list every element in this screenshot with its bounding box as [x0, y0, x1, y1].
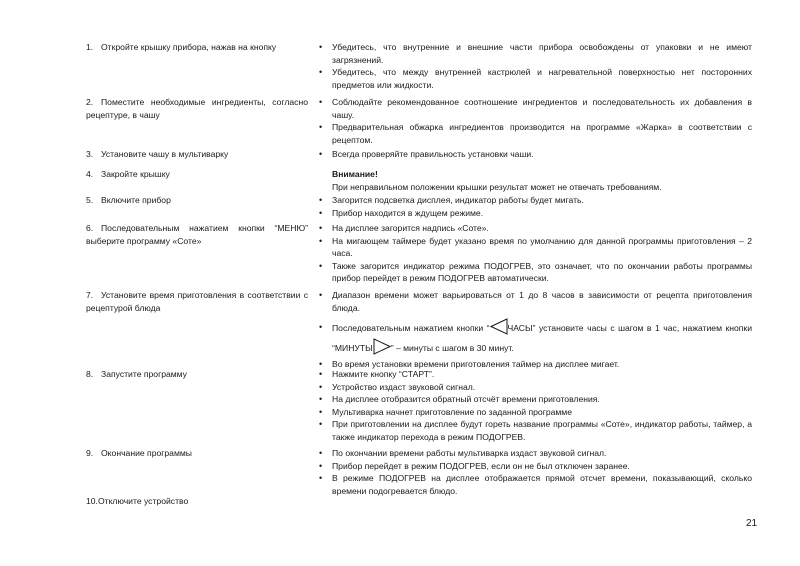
note-item: • Мультиварка начнет приготовление по заданной программе: [318, 406, 752, 419]
step-text: 4. Закройте крышку: [86, 169, 170, 179]
note-item: • На дисплее загорится надпись «Соте».: [318, 222, 752, 235]
note-item: • Также загорится индикатор режима ПОДОГРЕВ, это означает, что по окончании работы программы прибор перейдет в режим ПОДОГРЕВ автоматически.: [318, 260, 752, 285]
step-text: 10.Отключите устройство: [86, 496, 189, 506]
page-number: 21: [746, 518, 758, 529]
notes-list: [318, 447, 752, 497]
warning-text: При неправильном положении крышки результат может не отвечать требованиям.: [332, 181, 662, 192]
note-item: • На мигающем таймере будет указано время по умолчанию для данной программы приготовления – 2 часа.: [318, 235, 752, 260]
step-text: 3. Установите чашу в мультиварку: [86, 149, 229, 159]
note-item: • Прибор перейдет в режим ПОДОГРЕВ, если он не был отключен заранее.: [318, 460, 752, 473]
warning-block: [332, 168, 752, 193]
step-text: 8. Запустите программу: [86, 369, 187, 379]
step-text: 1. Откройте крышку прибора, нажав на кнопку: [86, 42, 277, 52]
note-item: • Во время установки времени приготовления таймер на дисплее мигает.: [318, 358, 752, 371]
note-item: • При приготовлении на дисплее будут гореть название программы «Соте», индикатор работы, таймер, а также индикатор перехода в режим ПОДОГРЕВ.: [318, 418, 752, 443]
note-item: • Соблюдайте рекомендованное соотношение ингредиентов и последовательность их добавления в чашу.: [318, 96, 752, 121]
step-text: 5. Включите прибор: [86, 195, 171, 205]
step-text: 6. Последовательным нажатием кнопки “МЕНЮ” выберите программу «Соте»: [86, 223, 308, 246]
notes-list: [318, 96, 752, 146]
note-item: • Загорится подсветка дисплея, индикатор работы будет мигать.: [318, 194, 752, 207]
notes-list: [318, 148, 752, 161]
notes-list: [318, 222, 752, 285]
triangle-right-icon: [373, 338, 391, 355]
triangle-left-icon: [490, 318, 508, 335]
step-text: 7. Установите время приготовления в соответствии с рецептурой блюда: [86, 290, 308, 313]
notes-list: [318, 194, 752, 219]
note-item: • Всегда проверяйте правильность установки чаши.: [318, 148, 752, 161]
step-text: 2. Поместите необходимые ингредиенты, согласно рецептуре, в чашу: [86, 97, 308, 120]
notes-list: [318, 289, 752, 371]
step-text: 9. Окончание программы: [86, 448, 192, 458]
note-item: • В режиме ПОДОГРЕВ на дисплее отображается прямой отсчет времени, показывающий, сколько времени подогревается блюдо.: [318, 472, 752, 497]
note-item: • Диапазон времени может варьироваться от 1 до 8 часов в зависимости от рецепта приготовления блюда.: [318, 289, 752, 314]
notes-list: [318, 41, 752, 91]
note-item: • Убедитесь, что между внутренней кастрюлей и нагревательной поверхностью нет посторонних предметов или жидкости.: [318, 66, 752, 91]
note-item: • Устройство издаст звуковой сигнал.: [318, 381, 752, 394]
warning-title: Внимание!: [332, 169, 378, 179]
note-item-keys: • Последовательным нажатием кнопки “ ЧАСЫ” установите часы с шагом в 1 час, нажатием кнопки “МИНУТЫ ” – минуты с шагом в 30 минут.: [318, 318, 752, 358]
note-item: • Прибор находится в ждущем режиме.: [318, 207, 752, 220]
note-item: • Убедитесь, что внутренние и внешние части прибора освобождены от упаковки и не имеют загрязнений.: [318, 41, 752, 66]
notes-list: [318, 368, 752, 444]
note-item: • Нажмите кнопку “СТАРТ”.: [318, 368, 752, 381]
note-item: • По окончании времени работы мультиварка издаст звуковой сигнал.: [318, 447, 752, 460]
note-item: • На дисплее отобразится обратный отсчёт времени приготовления.: [318, 393, 752, 406]
note-item: • Предварительная обжарка ингредиентов производится на программе «Жарка» в соответствии с рецептом.: [318, 121, 752, 146]
